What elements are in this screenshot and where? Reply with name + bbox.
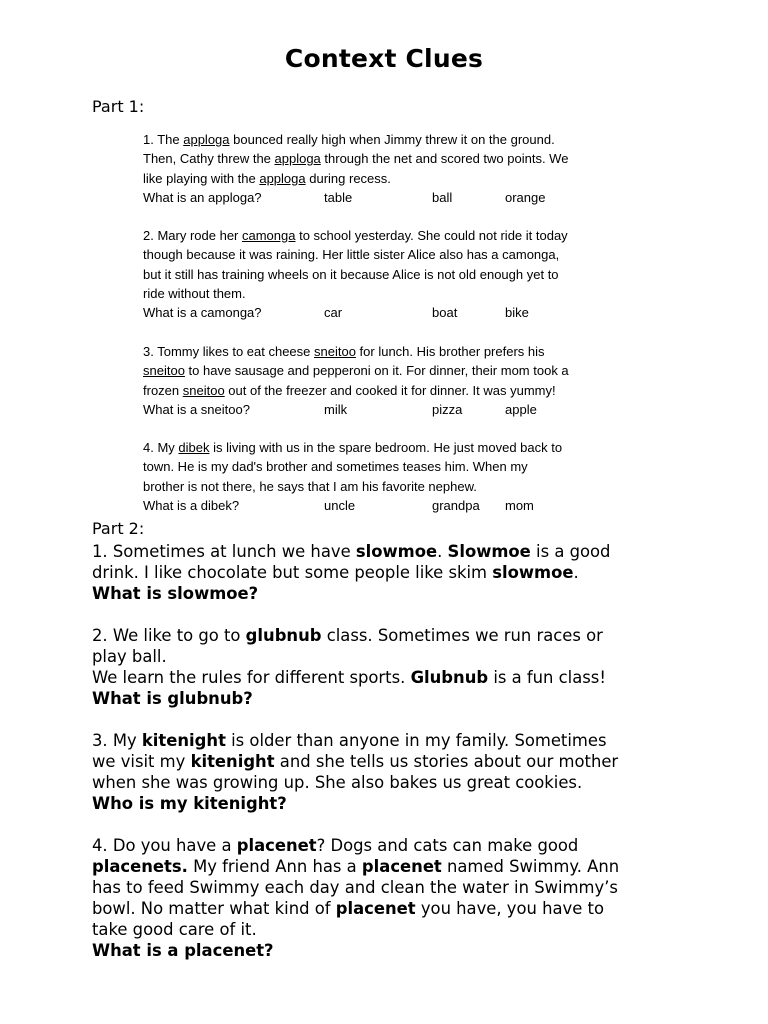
answer-choice: table	[324, 189, 353, 205]
answer-choice: orange	[505, 189, 546, 205]
bold-text: slowmoe	[492, 563, 574, 582]
text-run: through the net and scored two points. We	[320, 151, 569, 167]
bold-text: kitenight	[141, 731, 226, 750]
answer-choice: uncle	[324, 497, 356, 513]
text-run: you have, you have to	[415, 899, 605, 918]
text-run: frozen	[143, 382, 183, 398]
text-run: is living with us in the spare bedroom. He just moved back to	[209, 440, 563, 455]
text-run: 1. The	[143, 132, 184, 147]
text-line	[92, 898, 692, 919]
text-run: out of the freezer and cooked it for dinner. It was yummy!	[224, 382, 556, 398]
text-line	[92, 541, 692, 562]
text-line	[143, 361, 663, 380]
text-run: though because it was raining. Her little sister Alice also has a camonga,	[143, 247, 560, 263]
question-row	[143, 188, 663, 207]
text-run: drink. I like chocolate but some people like skim	[92, 563, 493, 582]
part1-label: Part 1:	[92, 97, 145, 116]
bold-text: Who is my kitenight?	[92, 794, 287, 813]
bold-text: What is slowmoe?	[92, 584, 259, 603]
text-run: brother is not there, he says that I am his favorite nephew.	[143, 478, 477, 494]
text-line	[143, 169, 663, 188]
text-line	[143, 149, 663, 168]
bold-text: Slowmoe	[447, 542, 531, 561]
text-line	[143, 284, 663, 303]
text-run: to have sausage and pepperoni on it. For dinner, their mom took a	[184, 363, 569, 379]
page-title: Context Clues	[284, 44, 484, 73]
underlined-nonsense-word: sneitoo	[314, 344, 356, 359]
text-run: ? Dogs and cats can make good	[316, 836, 579, 855]
text-line	[92, 625, 692, 646]
text-run: during recess.	[305, 170, 391, 186]
text-line	[92, 877, 692, 898]
text-run: bowl. No matter what kind of	[92, 899, 336, 918]
text-run: and she tells us stories about our mother	[274, 752, 619, 771]
text-run: 2. Mary rode her	[143, 228, 242, 243]
bold-text: slowmoe	[355, 542, 438, 561]
text-run: town. He is my dad's brother and sometimes teases him. When my	[143, 459, 528, 475]
answer-choice: apple	[505, 401, 537, 417]
text-line	[92, 940, 692, 961]
bold-text: Glubnub	[410, 668, 489, 687]
text-run: to school yesterday. She could not ride it today	[295, 228, 568, 243]
text-run: we visit my	[92, 752, 191, 771]
bold-text: glubnub	[245, 626, 322, 645]
text-run: 1. Sometimes at lunch we have	[92, 542, 356, 561]
bold-text: placenet	[335, 899, 416, 918]
text-line	[92, 667, 692, 688]
text-line	[143, 477, 663, 496]
text-run: .	[573, 563, 579, 582]
text-line	[92, 688, 692, 709]
underlined-nonsense-word: dibek	[178, 440, 210, 455]
text-run: 3. Tommy likes to eat cheese	[143, 344, 315, 359]
part1-item-1	[143, 130, 663, 207]
answer-choice: car	[324, 305, 343, 321]
text-run: Then, Cathy threw the	[143, 151, 275, 167]
part2-item-3	[92, 730, 692, 814]
part1-item-4	[143, 438, 663, 515]
text-run: for lunch. His brother prefers his	[355, 344, 545, 359]
part2-item-4	[92, 835, 692, 961]
bold-text: placenets.	[92, 857, 188, 876]
text-line	[143, 381, 663, 400]
text-run: take good care of it.	[92, 920, 257, 939]
text-run: My friend Ann has a	[187, 857, 362, 876]
text-run: ride without them.	[143, 285, 246, 301]
question-text: What is an apploga?	[143, 189, 262, 205]
text-line	[92, 856, 692, 877]
underlined-nonsense-word: apploga	[259, 170, 306, 186]
part2-label: Part 2:	[92, 519, 145, 538]
text-run: play ball.	[92, 647, 167, 666]
part1-item-2	[143, 226, 663, 322]
underlined-nonsense-word: apploga	[183, 132, 230, 147]
text-run: We learn the rules for different sports.	[92, 668, 411, 687]
part1-item-3	[143, 342, 663, 419]
part2-item-2	[92, 625, 692, 709]
text-run: named Swimmy. Ann	[441, 857, 620, 876]
text-line	[92, 772, 692, 793]
question-text: What is a dibek?	[143, 497, 240, 513]
answer-choice: boat	[432, 305, 458, 321]
text-line	[143, 245, 663, 264]
underlined-nonsense-word: sneitoo	[182, 382, 225, 398]
text-run: bounced really high when Jimmy threw it on the ground.	[229, 132, 555, 147]
bold-text: placenet	[361, 857, 442, 876]
question-row	[143, 400, 663, 419]
text-line	[143, 226, 663, 245]
text-run: 4. Do you have a	[92, 836, 237, 855]
answer-choice: grandpa	[432, 497, 480, 513]
bold-text: What is a placenet?	[92, 941, 274, 960]
answer-choice: milk	[324, 401, 348, 417]
text-line	[143, 130, 663, 149]
underlined-nonsense-word: camonga	[242, 228, 296, 243]
answer-choice: ball	[432, 189, 453, 205]
text-run: like playing with the	[143, 170, 260, 186]
text-line	[92, 835, 692, 856]
bold-text: kitenight	[190, 752, 275, 771]
underlined-nonsense-word: sneitoo	[143, 363, 185, 379]
question-text: What is a camonga?	[143, 305, 262, 321]
bold-text: What is glubnub?	[92, 689, 253, 708]
part2-item-1	[92, 541, 692, 604]
text-run: is a good	[530, 542, 611, 561]
text-run: 2. We like to go to	[92, 626, 246, 645]
text-line	[92, 646, 692, 667]
text-line	[92, 919, 692, 940]
text-run: is a fun class!	[488, 668, 606, 687]
text-line	[92, 751, 692, 772]
question-row	[143, 303, 663, 322]
text-line	[143, 342, 663, 361]
text-line	[143, 438, 663, 457]
answer-choice: mom	[505, 497, 534, 513]
question-row	[143, 496, 663, 515]
text-line	[92, 730, 692, 751]
underlined-nonsense-word: apploga	[274, 151, 321, 167]
text-run: 3. My	[92, 731, 142, 750]
text-run: is older than anyone in my family. Sometimes	[225, 731, 607, 750]
text-run: class. Sometimes we run races or	[321, 626, 603, 645]
text-run: 4. My	[143, 440, 179, 455]
text-run: when she was growing up. She also bakes us great cookies.	[92, 773, 583, 792]
answer-choice: bike	[505, 305, 529, 321]
text-line	[92, 583, 692, 604]
text-run: .	[437, 542, 448, 561]
question-text: What is a sneitoo?	[143, 401, 250, 417]
text-run: but it still has training wheels on it because Alice is not old enough yet to	[143, 266, 559, 282]
bold-text: placenet	[236, 836, 317, 855]
answer-choice: pizza	[432, 401, 463, 417]
text-run: has to feed Swimmy each day and clean the water in Swimmy’s	[92, 878, 618, 897]
text-line	[92, 793, 692, 814]
text-line	[143, 265, 663, 284]
text-line	[92, 562, 692, 583]
text-line	[143, 457, 663, 476]
